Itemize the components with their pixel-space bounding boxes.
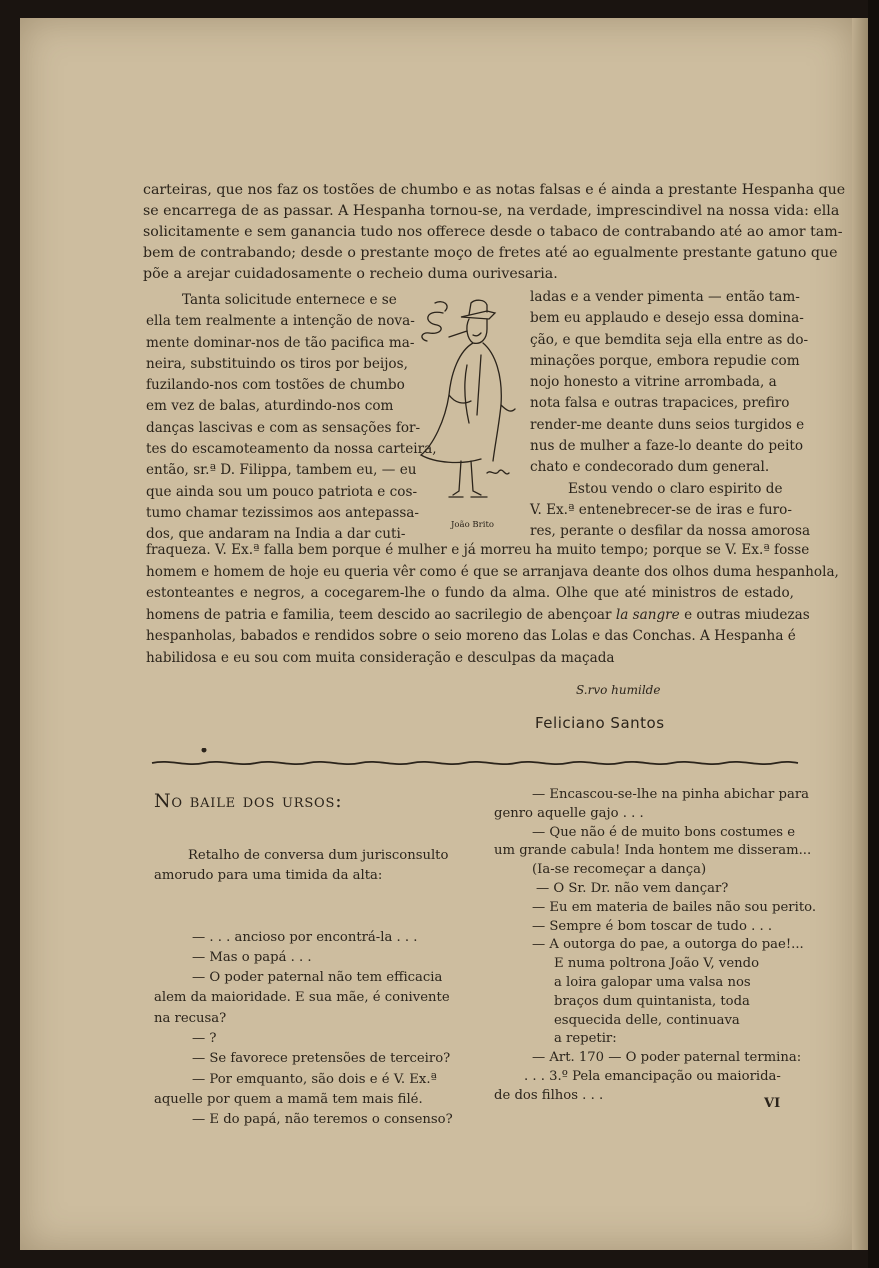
text-line: tes do escamoteamento da nossa carteira,: [146, 441, 437, 458]
text-line: minações porque, embora repudie com: [530, 352, 800, 369]
text-line: — Eu em materia de bailes não sou perito.: [532, 899, 817, 915]
text-fragment: e outras miudezas: [684, 606, 810, 623]
text-line: se encarrega de as passar. A Hespanha tornou-se, na verdade, imprescindivel na nossa vida: ella: [143, 203, 840, 219]
illustration-caption: João Brito: [451, 520, 494, 530]
letter-left-column: [146, 290, 437, 546]
text-line: de dos filhos . . .: [494, 1087, 604, 1103]
text-line: habilidosa e eu sou com muita consideração e desculpas da maçada: [146, 649, 615, 666]
text-line: . . . 3.º Pela emancipação ou maiorida-: [524, 1068, 781, 1084]
text-line: solicitamente e sem ganancia tudo nos offerece desde o tabaco de contrabando até ao amor tam-: [143, 224, 843, 240]
text-line: — A outorga do pae, a outorga do pae!...: [532, 937, 804, 953]
text-line: nojo honesto a vitrine arrombada, a: [530, 374, 777, 391]
text-line: — O poder paternal não tem efficacia: [192, 970, 443, 986]
text-line: esquecida delle, continuava: [554, 1012, 740, 1028]
text-line: nus de mulher a faze-lo deante do peito: [530, 438, 804, 455]
text-line: então, sr.ª D. Filippa, tambem eu, — eu: [146, 462, 417, 479]
text-line: alem da maioridade. E sua mãe, é conivente: [154, 990, 450, 1006]
text-line: fuzilando-nos com tostões de chumbo: [146, 377, 405, 394]
text-line: — Mas o papá . . .: [192, 949, 312, 965]
text-line: aquelle por quem a mamã tem mais filé.: [154, 1091, 423, 1107]
text-line: mente dominar-nos de tão pacifica ma-: [146, 334, 415, 351]
text-line: (Ia-se recomeçar a dança): [532, 862, 707, 878]
text-line: Tanta solicitude enternece e se: [182, 292, 397, 308]
text-line: na recusa?: [154, 1010, 227, 1026]
scan-border: [868, 0, 879, 1268]
text-line: homem e homem de hoje eu queria vêr como é que se arranjava deante dos olhos duma hespanhola,: [146, 563, 839, 580]
text-line: res, perante o desfilar da nossa amorosa: [530, 523, 811, 540]
text-line: nota falsa e outras trapacices, prefiro: [530, 395, 790, 412]
text-line: ella tem realmente a intenção de nova-: [146, 313, 415, 330]
text-line: um grande cabula! Inda hontem me disseram...: [494, 843, 812, 859]
article-left-column: [154, 846, 464, 1131]
text-line: — ?: [192, 1031, 217, 1047]
text-line: Retalho de conversa dum jurisconsulto: [188, 848, 449, 863]
wavy-divider: [150, 748, 800, 770]
text-line: carteiras, que nos faz os tostões de chumbo e as notas falsas e é ainda a prestante Hespanha que: [143, 182, 846, 198]
text-line: — Encascou-se-lhe na pinha abichar para: [532, 787, 810, 802]
text-line: em vez de balas, aturdindo-nos com: [146, 398, 394, 415]
text-fragment: homens de patria e familia, teem descido ao sacrilegio de abençoar: [146, 606, 612, 623]
text-line: a repetir:: [554, 1031, 617, 1047]
text-line: a loira galopar uma valsa nos: [554, 974, 751, 990]
text-line: estonteantes e negros, a cocegarem-lhe o fundo da alma. Olhe que até ministros de estado,: [146, 585, 794, 602]
text-line: render-me deante duns seios turgidos e: [530, 416, 805, 433]
spacer: [154, 887, 464, 928]
text-line: ladas e a vender pimenta — então tam-: [530, 289, 800, 305]
article-title: No baile dos ursos:: [154, 790, 343, 812]
letter-top-paragraph: [143, 180, 846, 285]
text-line: V. Ex.ª entenebrecer-se de iras e furo-: [530, 501, 792, 518]
text-line: põe a arejar cuidadosamente o recheio duma ourivesaria.: [143, 266, 558, 282]
letter-right-column: [530, 287, 811, 543]
text-line: fraqueza. V. Ex.ª falla bem porque é mulher e já morreu ha muito tempo; porque se V. Ex.ª fosse: [146, 542, 810, 558]
text-line: — Se favorece pretensões de terceiro?: [192, 1051, 451, 1067]
text-line: bem de contrabando; desde o prestante moço de fretes até ao egualmente prestante gatuno que: [143, 245, 838, 261]
text-line: amorudo para uma timida da alta:: [154, 868, 383, 884]
text-line: — . . . ancioso por encontrá-la . . .: [192, 929, 418, 945]
article-right-column: [494, 786, 817, 1106]
text-line: — Por emquanto, são dois e é V. Ex.ª: [192, 1071, 437, 1087]
text-line: — Art. 170 — O poder paternal termina:: [532, 1050, 802, 1066]
text-line: [146, 605, 810, 627]
text-line: chato e condecorado dum general.: [530, 459, 770, 476]
text-line: neira, substituindo os tiros por beijos,: [146, 355, 408, 372]
next-page-edge: [852, 18, 868, 1250]
text-line: E numa poltrona João V, vendo: [554, 956, 760, 972]
closing-salutation: S.rvo humilde: [576, 683, 661, 697]
text-line: — O Sr. Dr. não vem dançar?: [536, 880, 729, 896]
text-line: ção, e que bemdita seja ella entre as do-: [530, 331, 809, 348]
text-line: dos, que andaram na India a dar cuti-: [146, 526, 406, 543]
italic-phrase: la sangre: [615, 606, 680, 623]
page-number: VI: [764, 1096, 781, 1111]
text-line: — Sempre é bom toscar de tudo . . .: [532, 918, 773, 934]
text-line: tumo chamar tezissimos aos antepassa-: [146, 504, 419, 521]
text-line: danças lascivas e com as sensações for-: [146, 419, 421, 436]
text-line: bem eu applaudo e desejo essa domina-: [530, 310, 804, 327]
text-line: hespanholas, babados e rendidos sobre o seio moreno das Lolas e das Conchas. A Hespanha é: [146, 628, 796, 645]
text-line: braços dum quintanista, toda: [554, 993, 750, 1009]
text-line: que ainda sou um pouco patriota e cos-: [146, 483, 418, 500]
author-signature: Feliciano Santos: [535, 714, 665, 732]
caricature-illustration: [415, 295, 523, 520]
letter-bottom-paragraph: [146, 540, 839, 670]
text-line: — Que não é de muito bons costumes e: [532, 824, 796, 840]
text-line: genro aquelle gajo . . .: [494, 805, 644, 821]
text-line: — E do papá, não teremos o consenso?: [192, 1112, 453, 1128]
text-line: Estou vendo o claro espirito de: [568, 480, 783, 497]
